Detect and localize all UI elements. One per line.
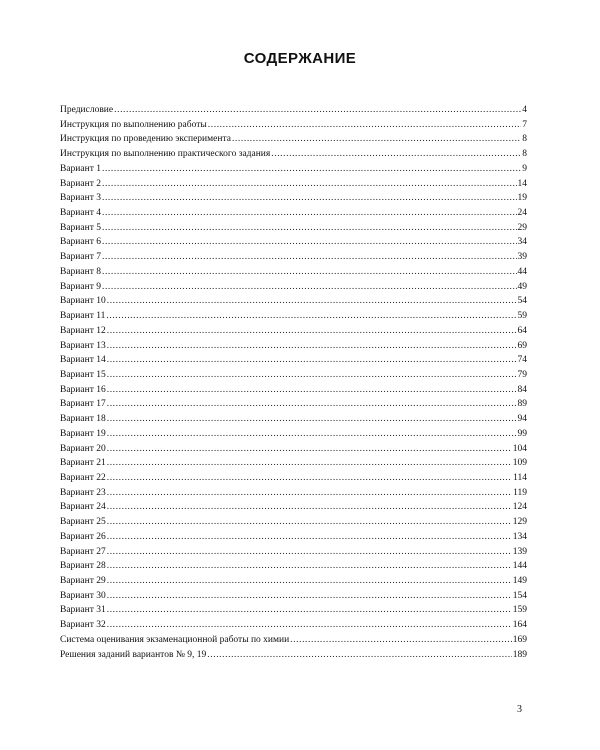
toc-entry-page: 69 xyxy=(517,340,527,351)
toc-entry-page: 129 xyxy=(512,517,527,528)
dot-leader xyxy=(107,545,512,560)
dot-leader xyxy=(107,397,517,412)
toc-entry-page: 149 xyxy=(512,576,527,586)
toc-entry-label: Система оценивания экзаменационной работы по химии xyxy=(60,634,290,645)
dot-leader xyxy=(271,147,521,162)
toc-entry-label: Решения заданий вариантов № 9, 19 xyxy=(60,649,207,660)
toc-entry-page: 14 xyxy=(517,178,527,189)
toc-entry-label: Вариант 17 xyxy=(60,399,106,410)
dot-leader xyxy=(102,250,517,265)
toc-entry xyxy=(60,383,527,398)
dot-leader xyxy=(107,427,517,442)
toc-entry xyxy=(60,427,527,442)
toc-entry xyxy=(60,545,527,560)
toc-entry-page: 8 xyxy=(522,149,527,160)
toc-entry-page: 24 xyxy=(517,208,527,219)
dot-leader xyxy=(102,280,517,295)
dot-leader xyxy=(107,471,512,486)
toc-entry-label: Вариант 20 xyxy=(60,443,106,454)
toc-entry xyxy=(60,280,527,295)
dot-leader xyxy=(107,353,517,368)
toc-entry-label: Вариант 6 xyxy=(60,237,101,248)
toc-entry xyxy=(60,265,527,280)
toc-entry-page: 34 xyxy=(517,237,527,248)
dot-leader xyxy=(102,221,517,236)
toc-entry xyxy=(60,191,527,206)
dot-leader xyxy=(208,118,521,133)
dot-leader xyxy=(107,456,512,471)
page-number: 3 xyxy=(517,704,522,715)
toc-entry-page: 49 xyxy=(517,281,527,292)
toc-entry-page: 44 xyxy=(517,266,527,277)
toc-entry-label: Вариант 9 xyxy=(60,281,101,292)
toc-entry-page: 124 xyxy=(512,502,527,513)
dot-leader xyxy=(107,589,512,604)
dot-leader xyxy=(102,162,521,177)
toc-entry-page: 114 xyxy=(513,472,527,483)
toc-entry-label: Вариант 2 xyxy=(60,178,101,189)
toc-entry xyxy=(60,103,527,118)
dot-leader xyxy=(114,103,521,118)
toc-entry-label: Вариант 28 xyxy=(60,561,106,572)
toc-entry-page: 74 xyxy=(517,355,527,366)
toc-entry xyxy=(60,589,527,604)
toc-entry-label: Вариант 8 xyxy=(60,266,101,277)
toc-entry-page: 119 xyxy=(513,487,527,498)
toc-entry xyxy=(60,235,527,250)
dot-leader xyxy=(107,294,517,309)
toc-entry xyxy=(60,471,527,486)
toc-entry-label: Вариант 22 xyxy=(60,472,106,483)
toc-entry-page: 99 xyxy=(517,428,527,439)
toc-entry xyxy=(60,162,527,177)
toc-entry-label: Вариант 27 xyxy=(60,546,106,557)
toc-entry xyxy=(60,250,527,265)
toc-entry xyxy=(60,648,527,663)
toc-entry-page: 89 xyxy=(517,399,527,410)
toc-entry-page: 9 xyxy=(522,163,527,174)
toc-entry-label: Вариант 5 xyxy=(60,222,101,233)
toc-entry-label: Вариант 13 xyxy=(60,340,106,351)
dot-leader xyxy=(107,442,512,457)
toc-entry-page: 8 xyxy=(522,134,527,145)
dot-leader xyxy=(102,177,517,192)
toc-entry xyxy=(60,574,527,589)
toc-entry-page: 39 xyxy=(517,252,527,263)
toc-entry-label: Инструкция по выполнению работы xyxy=(60,119,207,130)
toc-entry-page: 7 xyxy=(522,119,527,130)
dot-leader xyxy=(107,500,512,515)
toc-entry-label: Вариант 4 xyxy=(60,208,101,219)
toc-entry-page: 189 xyxy=(512,649,527,660)
toc-entry xyxy=(60,339,527,354)
dot-leader xyxy=(107,618,512,633)
toc-entry-label: Вариант 18 xyxy=(60,414,106,425)
toc-entry-page: 54 xyxy=(517,296,527,307)
toc-entry xyxy=(60,147,527,162)
toc-entry-label: Вариант 12 xyxy=(60,325,106,336)
toc-entry-label: Вариант 19 xyxy=(60,428,106,439)
toc-entry-label: Вариант 16 xyxy=(60,384,106,395)
toc-entry xyxy=(60,500,527,515)
toc-entry-page: 164 xyxy=(512,620,527,631)
toc-entry-page: 4 xyxy=(522,105,527,115)
toc-entry xyxy=(60,442,527,457)
toc-entry-label: Вариант 30 xyxy=(60,590,106,601)
toc-entry-page: 104 xyxy=(512,443,527,454)
toc-entry xyxy=(60,309,527,324)
dot-leader xyxy=(102,265,517,280)
toc-entry-page: 159 xyxy=(512,605,527,616)
toc-entry-page: 29 xyxy=(517,222,527,233)
dot-leader xyxy=(102,206,517,221)
toc-entry-page: 59 xyxy=(517,311,527,322)
toc-entry-label: Инструкция по проведению эксперимента xyxy=(60,134,231,145)
dot-leader xyxy=(107,383,517,398)
toc-entry xyxy=(60,397,527,412)
toc-entry-page: 139 xyxy=(512,546,527,557)
dot-leader xyxy=(107,324,517,339)
table-of-contents xyxy=(60,103,527,662)
toc-entry-label: Вариант 31 xyxy=(60,605,106,616)
toc-entry xyxy=(60,603,527,618)
dot-leader xyxy=(207,648,511,663)
toc-entry-label: Вариант 21 xyxy=(60,458,106,469)
toc-entry-label: Вариант 32 xyxy=(60,620,106,631)
toc-entry xyxy=(60,368,527,383)
toc-entry xyxy=(60,206,527,221)
toc-entry xyxy=(60,559,527,574)
toc-entry xyxy=(60,412,527,427)
dot-leader xyxy=(107,515,512,530)
dot-leader xyxy=(102,235,517,250)
toc-entry xyxy=(60,132,527,147)
toc-entry-page: 64 xyxy=(517,325,527,336)
toc-entry xyxy=(60,324,527,339)
toc-entry-label: Вариант 23 xyxy=(60,487,106,498)
toc-entry-label: Вариант 15 xyxy=(60,369,106,380)
dot-leader xyxy=(107,559,512,574)
dot-leader xyxy=(107,412,517,427)
toc-entry-page: 144 xyxy=(512,561,527,572)
toc-entry xyxy=(60,177,527,192)
toc-entry xyxy=(60,486,527,501)
toc-entry xyxy=(60,353,527,368)
toc-entry-page: 19 xyxy=(517,193,527,204)
page-title: СОДЕРЖАНИЕ xyxy=(243,50,357,67)
toc-entry-label: Инструкция по выполнению практического задания xyxy=(60,149,271,160)
toc-entry-label: Вариант 10 xyxy=(60,296,106,307)
toc-entry-label: Вариант 14 xyxy=(60,355,106,366)
toc-entry xyxy=(60,618,527,633)
dot-leader xyxy=(107,603,512,618)
toc-entry xyxy=(60,456,527,471)
dot-leader xyxy=(102,191,517,206)
toc-entry-label: Вариант 7 xyxy=(60,252,101,263)
toc-entry-label: Вариант 3 xyxy=(60,193,101,204)
dot-leader xyxy=(107,530,512,545)
toc-entry xyxy=(60,530,527,545)
toc-entry xyxy=(60,221,527,236)
toc-entry-page: 109 xyxy=(512,458,527,469)
toc-entry xyxy=(60,118,527,133)
dot-leader xyxy=(107,486,512,501)
dot-leader xyxy=(107,574,512,589)
dot-leader xyxy=(290,633,512,648)
toc-entry-label: Предисловие xyxy=(60,105,114,115)
toc-entry-page: 79 xyxy=(517,369,527,380)
toc-entry xyxy=(60,294,527,309)
toc-entry-page: 84 xyxy=(517,384,527,395)
toc-entry-page: 154 xyxy=(512,590,527,601)
toc-entry-page: 134 xyxy=(512,531,527,542)
toc-entry-page: 94 xyxy=(517,414,527,425)
toc-entry-page: 169 xyxy=(512,634,527,645)
dot-leader xyxy=(106,309,516,324)
toc-entry-label: Вариант 25 xyxy=(60,517,106,528)
toc-entry-label: Вариант 29 xyxy=(60,576,106,586)
dot-leader xyxy=(232,132,521,147)
dot-leader xyxy=(107,339,517,354)
toc-entry xyxy=(60,633,527,648)
toc-entry-label: Вариант 24 xyxy=(60,502,106,513)
toc-entry-label: Вариант 26 xyxy=(60,531,106,542)
toc-entry-label: Вариант 1 xyxy=(60,163,101,174)
dot-leader xyxy=(107,368,517,383)
toc-entry xyxy=(60,515,527,530)
toc-entry-label: Вариант 11 xyxy=(60,311,106,322)
